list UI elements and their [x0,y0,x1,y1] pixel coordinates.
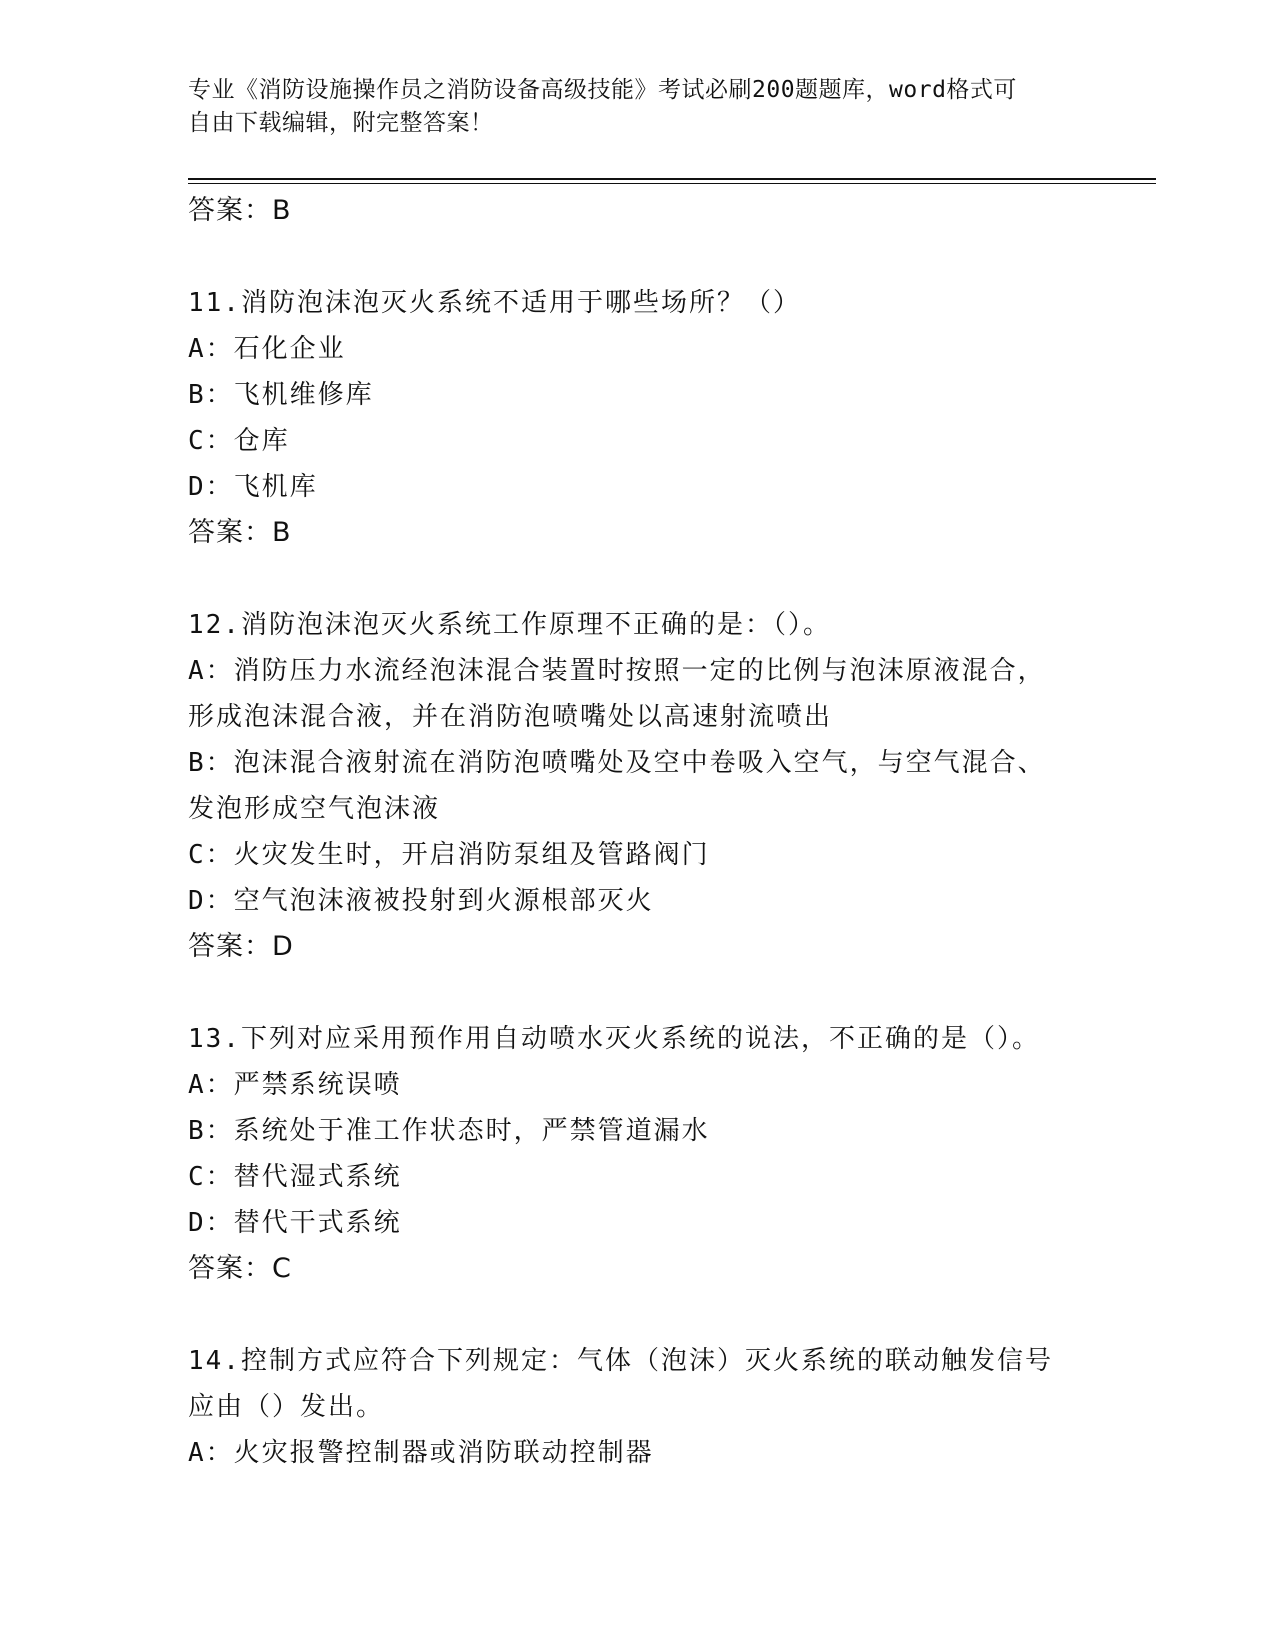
answer-line-prev: 答案：B [188,195,292,226]
option-a: A：消防压力水流经泡沫混合装置时按照一定的比例与泡沫原液混合， [188,656,1046,686]
question-stem-continued: 应由（）发出。 [188,1392,385,1422]
spacer [188,970,1148,1016]
answer-line: 答案：D [188,931,294,962]
spacer [188,1292,1148,1338]
answer-line: 答案：C [188,1253,292,1284]
option-c: C：仓库 [188,426,290,456]
option-c: C：替代湿式系统 [188,1162,402,1192]
question-content [188,188,1148,1476]
question-stem: 11.消防泡沫泡灭火系统不适用于哪些场所？（） [188,288,801,318]
option-b-continued: 发泡形成空气泡沫液 [188,794,441,824]
question-11 [188,280,1148,556]
header-line-1: 专业《消防设施操作员之消防设备高级技能》考试必刷200题题库，word格式可 [188,77,1017,103]
option-a: A：石化企业 [188,334,346,364]
question-stem: 13.下列对应采用预作用自动喷水灭火系统的说法，不正确的是（）。 [188,1024,1040,1054]
question-stem: 14.控制方式应符合下列规定：气体（泡沫）灭火系统的联动触发信号 [188,1346,1053,1376]
spacer [188,234,1148,280]
question-14 [188,1338,1148,1476]
page-header [188,74,1088,140]
option-b: B：飞机维修库 [188,380,374,410]
option-b: B：系统处于准工作状态时，严禁管道漏水 [188,1116,710,1146]
header-divider-thick [188,178,1156,180]
question-12 [188,602,1148,970]
option-d: D：空气泡沫液被投射到火源根部灭火 [188,886,654,916]
question-stem: 12.消防泡沫泡灭火系统工作原理不正确的是：（）。 [188,610,831,640]
question-13 [188,1016,1148,1292]
option-c: C：火灾发生时，开启消防泵组及管路阀门 [188,840,710,870]
option-d: D：飞机库 [188,472,318,502]
spacer [188,556,1148,602]
option-b: B：泡沫混合液射流在消防泡喷嘴处及空中卷吸入空气，与空气混合、 [188,748,1046,778]
option-a-continued: 形成泡沫混合液，并在消防泡喷嘴处以高速射流喷出 [188,702,833,732]
option-a: A：火灾报警控制器或消防联动控制器 [188,1438,654,1468]
option-d: D：替代干式系统 [188,1208,402,1238]
header-divider-thin [188,183,1156,184]
answer-line: 答案：B [188,517,292,548]
option-a: A：严禁系统误喷 [188,1070,402,1100]
header-line-2: 自由下载编辑，附完整答案！ [188,110,494,136]
